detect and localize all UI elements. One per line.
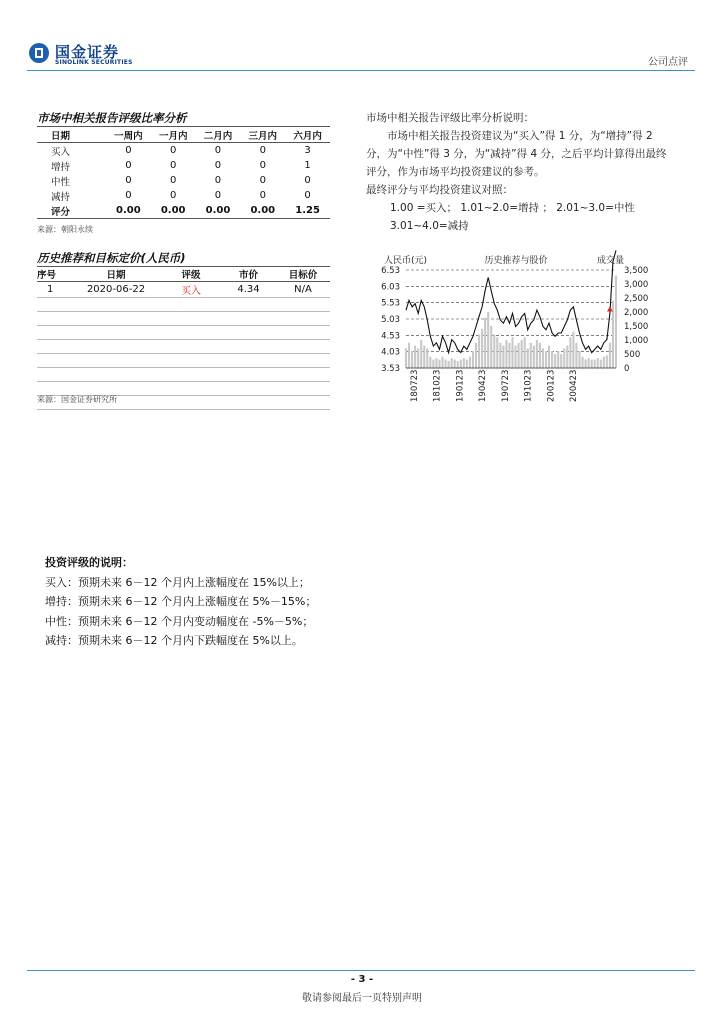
y2-tick-label: 3,500: [624, 266, 649, 276]
cell: 0: [214, 145, 222, 156]
y-tick-label: 5.53: [381, 298, 400, 309]
cell: 0: [125, 190, 132, 201]
volume-bar: [600, 360, 602, 368]
hist-cell-no: 1: [37, 282, 71, 298]
volume-bar: [454, 360, 456, 368]
volume-bar: [429, 357, 431, 368]
y2-tick-label: 3,000: [624, 280, 649, 290]
volume-bar: [469, 357, 471, 368]
volume-bar: [475, 343, 477, 368]
volume-bar: [527, 348, 529, 368]
cell: 0: [259, 160, 266, 171]
cell: 0: [214, 175, 222, 186]
y-tick-label: 6.53: [381, 266, 400, 276]
rating-table: [37, 126, 330, 219]
cell: 0: [170, 190, 177, 201]
table-row: [37, 173, 330, 188]
volume-bar: [615, 276, 617, 368]
rating-explanation: [366, 109, 676, 235]
volume-bar: [515, 346, 517, 368]
y-tick-label: 5.03: [381, 315, 400, 325]
rating-col-date: 日期: [37, 127, 106, 143]
volume-bar: [438, 360, 440, 368]
x-tick-label: 200423: [569, 369, 580, 402]
volume-bar: [448, 361, 450, 368]
hist-col-target: 目标价: [276, 267, 330, 282]
row-label: 评分: [37, 203, 106, 219]
cell: 0.00: [106, 203, 151, 219]
volume-bar: [572, 332, 574, 368]
volume-bar: [557, 351, 559, 368]
volume-bar: [554, 354, 556, 368]
logo-text-en: SINOLINK SECURITIES: [55, 59, 133, 66]
volume-bar: [578, 351, 580, 368]
volume-bar: [441, 357, 443, 368]
volume-bar: [417, 348, 419, 368]
table-row-empty: [37, 326, 330, 340]
cell: 3: [304, 145, 311, 156]
hist-col-rating: 评级: [161, 267, 221, 282]
table-row-empty: [37, 298, 330, 312]
header-rule: [27, 70, 695, 71]
rating-source: 来源：朝阳永续: [37, 225, 93, 234]
volume-bar: [478, 334, 480, 368]
explanation-body: 市场中相关报告投资建议为“买入”得 1 分，为“增持”得 2 分，为“中性”得 3 分，为“减持”得 4 分，之后平均计算得出最终评分，作为市场平均投资建议的参考。: [366, 130, 667, 178]
volume-bar: [545, 351, 547, 368]
volume-bar: [511, 337, 513, 368]
y2-tick-label: 2,500: [624, 294, 649, 304]
volume-bar: [445, 360, 447, 368]
volume-bar: [408, 343, 410, 368]
cell: 0: [259, 145, 266, 156]
volume-bar: [505, 340, 507, 368]
hist-cell-target: N/A: [276, 282, 330, 298]
volume-bar: [597, 358, 599, 368]
x-tick-label: 181023: [432, 369, 443, 402]
y2-tick-label: 0: [624, 364, 630, 374]
volume-bar: [542, 348, 544, 368]
volume-bar: [451, 358, 453, 368]
price-chart-svg: [366, 248, 658, 410]
volume-bar: [460, 360, 462, 368]
table-row-empty: [37, 312, 330, 326]
volume-bar: [411, 351, 413, 368]
volume-bar: [499, 343, 501, 368]
y2-tick-label: 1,500: [624, 322, 649, 332]
cell: 1: [304, 160, 311, 171]
legend-line-neutral: 中性：预期未来 6－12 个月内变动幅度在 -5%－5%；: [45, 614, 314, 628]
hist-col-price: 市价: [221, 267, 276, 282]
explanation-map-line2: 3.01~4.0=减持: [390, 220, 469, 232]
cell: 0: [304, 190, 311, 201]
volume-bar: [472, 351, 474, 368]
chart-y2label: 成交量: [596, 256, 624, 266]
cell: 0: [304, 175, 311, 186]
table-row-empty: [37, 354, 330, 368]
y2-tick-label: 1,000: [624, 336, 649, 346]
cell: 0.00: [240, 203, 285, 219]
volume-bar: [508, 343, 510, 368]
volume-bar: [487, 312, 489, 368]
volume-bar: [575, 343, 577, 368]
volume-bar: [585, 360, 587, 368]
chart-title: 历史推荐与股价: [484, 256, 548, 266]
row-label: 买入: [51, 146, 71, 158]
cell: 0: [214, 160, 222, 171]
cell: 0: [170, 160, 177, 171]
volume-bar: [490, 326, 492, 368]
cell: 0: [170, 145, 177, 156]
explanation-title: 市场中相关报告评级比率分析说明：: [366, 112, 534, 124]
footer-disclaimer: 敬请参阅最后一页特别声明: [302, 993, 422, 1004]
volume-bar: [581, 357, 583, 368]
cell: 0: [125, 175, 132, 186]
y-tick-label: 6.03: [381, 282, 400, 293]
x-tick-label: 190723: [500, 369, 511, 402]
volume-bar: [521, 340, 523, 368]
legend-line-add: 增持：预期未来 6－12 个月内上涨幅度在 5%－15%；: [45, 595, 317, 608]
cell: 0: [214, 190, 222, 201]
volume-bar: [609, 343, 611, 368]
legend-line-reduce: 减持：预期未来 6－12 个月内下跌幅度在 5%以上。: [45, 634, 303, 647]
rating-col-3m: 三月内: [240, 127, 285, 143]
rating-legend: [45, 553, 316, 651]
x-tick-label: 191023: [523, 369, 534, 402]
y-tick-label: 4.53: [381, 331, 400, 342]
volume-bar: [502, 346, 504, 368]
cell: 0: [259, 190, 266, 201]
x-tick-label: 200123: [546, 369, 557, 402]
explanation-map-line1: 1.00 =买入； 1.01~2.0=增持 ； 2.01~3.0=中性: [390, 202, 635, 214]
volume-bar: [588, 358, 590, 368]
footer-rule: [27, 970, 695, 971]
volume-bar: [536, 340, 538, 368]
table-row: [37, 282, 330, 298]
volume-bar: [569, 337, 571, 368]
x-tick-label: 190423: [478, 369, 489, 402]
doc-type-label: 公司点评: [648, 57, 688, 68]
y2-tick-label: 500: [624, 350, 641, 360]
volume-bar: [463, 358, 465, 368]
table-row-empty: [37, 368, 330, 382]
volume-bar: [481, 329, 483, 368]
volume-bar: [432, 360, 434, 368]
cell: 0.00: [151, 203, 196, 219]
table-row: [37, 188, 330, 203]
volume-bar: [530, 343, 532, 368]
hist-col-date: 日期: [71, 267, 161, 282]
row-label: 增持: [51, 161, 71, 173]
volume-bar: [426, 348, 428, 368]
volume-bar: [594, 360, 596, 368]
history-source: 来源：国金证券研究所: [37, 395, 117, 404]
rating-section-title: 市场中相关报告评级比率分析: [37, 111, 187, 125]
volume-bar: [606, 355, 608, 368]
cell: 0: [125, 160, 132, 171]
volume-bar: [563, 348, 565, 368]
rating-col-6m: 六月内: [285, 127, 330, 143]
volume-bar: [484, 318, 486, 368]
hist-cell-date: 2020-06-22: [71, 282, 161, 298]
rating-col-1m: 一月内: [151, 127, 196, 143]
volume-bar: [466, 360, 468, 368]
table-row: [37, 158, 330, 173]
logo-icon: [28, 42, 50, 64]
volume-bar: [566, 346, 568, 368]
volume-bar: [420, 340, 422, 368]
volume-bar: [496, 337, 498, 368]
y2-tick-label: 2,000: [624, 308, 649, 318]
volume-bar: [539, 343, 541, 368]
cell: 1.25: [285, 203, 330, 219]
row-label: 减持: [51, 191, 71, 203]
history-table: [37, 266, 330, 410]
page-number: - 3 -: [350, 974, 374, 985]
hist-col-no: 序号: [37, 267, 71, 282]
x-tick-label: 190123: [455, 369, 466, 402]
history-section-title: 历史推荐和目标定价(人民币): [37, 251, 186, 265]
volume-bar: [457, 361, 459, 368]
volume-bar: [560, 354, 562, 368]
volume-bar: [414, 346, 416, 368]
volume-bar: [423, 346, 425, 368]
volume-bar: [551, 351, 553, 368]
legend-title: 投资评级的说明：: [45, 556, 133, 569]
volume-bar: [435, 358, 437, 368]
rating-col-1w: 一周内: [106, 127, 151, 143]
explanation-map-title: 最终评分与平均投资建议对照：: [366, 184, 513, 196]
volume-bar: [548, 346, 550, 368]
rating-col-2m: 二月内: [196, 127, 241, 143]
volume-bar: [591, 360, 593, 368]
table-row-score: [37, 203, 330, 219]
logo-text-cn: 国金证券: [55, 43, 120, 61]
legend-line-buy: 买入：预期未来 6－12 个月内上涨幅度在 15%以上；: [45, 575, 310, 589]
price-chart: [366, 248, 658, 410]
volume-bar: [603, 357, 605, 368]
table-row: [37, 143, 330, 159]
volume-bar: [493, 334, 495, 368]
table-row-empty: [37, 340, 330, 354]
volume-bar: [524, 337, 526, 368]
chart-ylabel: 人民币(元): [384, 256, 428, 266]
hist-cell-price: 4.34: [221, 282, 276, 298]
x-tick-label: 180723: [410, 369, 420, 402]
cell: 0: [259, 175, 266, 186]
volume-bar: [518, 343, 520, 368]
volume-bar: [533, 346, 535, 368]
y-tick-label: 4.03: [381, 347, 400, 358]
row-label: 中性: [51, 176, 71, 188]
cell: 0: [125, 145, 132, 156]
cell: 0.00: [196, 203, 241, 219]
volume-bar: [405, 348, 407, 368]
hist-cell-rating: 买入: [161, 282, 221, 298]
cell: 0: [170, 175, 177, 186]
y-tick-label: 3.53: [381, 364, 400, 374]
